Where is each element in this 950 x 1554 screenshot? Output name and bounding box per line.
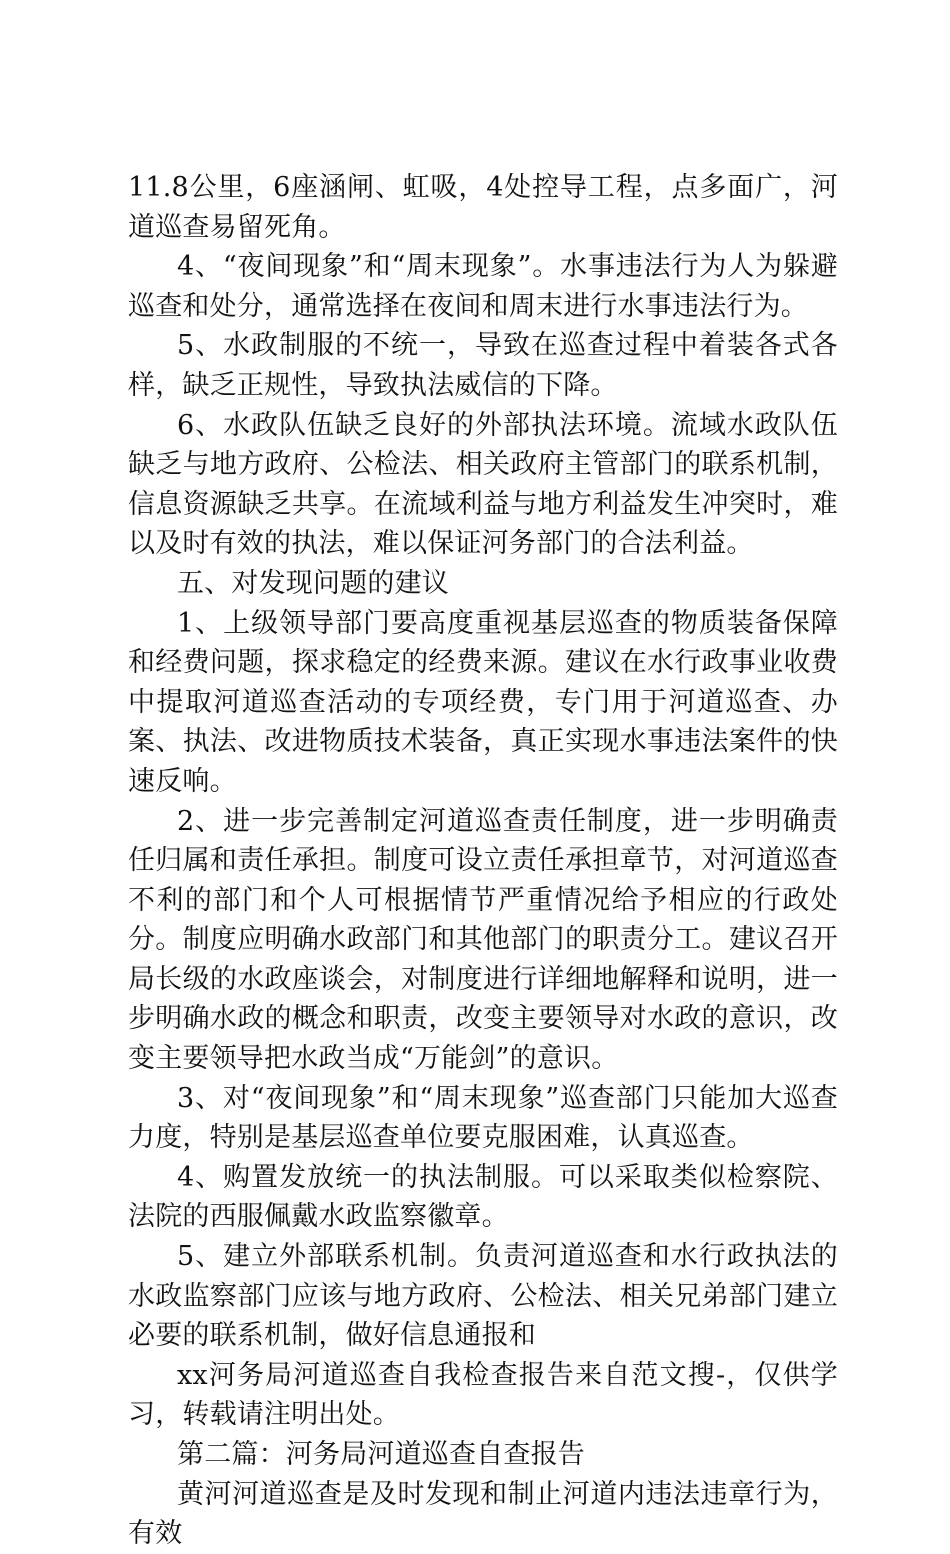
paragraph-second-article-intro: 黄河河道巡查是及时发现和制止河道内违法违章行为，有效 bbox=[128, 1478, 838, 1550]
paragraph-continuation: 11.8公里，6座涵闸、虹吸，4处控导工程，点多面广，河道巡查易留死角。 bbox=[128, 172, 838, 243]
paragraph-item-4-night-weekend: 4、“夜间现象”和“周末现象”。水事违法行为人为躲避巡查和处分，通常选择在夜间和周末进行水事违法行为。 bbox=[128, 251, 838, 322]
paragraph-item-6-environment: 6、水政队伍缺乏良好的外部执法环境。流域水政队伍缺乏与地方政府、公检法、相关政府主管部门的联系机制，信息资源缺乏共享。在流域利益与地方利益发生冲突时，难以及时有效的执法，难以保证河务部门的合法利益。 bbox=[128, 409, 838, 560]
paragraph-suggestion-4: 4、购置发放统一的执法制服。可以采取类似检察院、法院的西服佩戴水政监察徽章。 bbox=[128, 1161, 838, 1233]
section-heading-suggestions: 五、对发现问题的建议 bbox=[177, 567, 449, 599]
paragraph-suggestion-3: 3、对“夜间现象”和“周末现象”巡查部门只能加大巡查力度，特别是基层巡查单位要克服困难，认真巡查。 bbox=[128, 1082, 838, 1154]
source-note: xx河务局河道巡查自我检查报告来自范文搜-，仅供学习，转载请注明出处。 bbox=[128, 1359, 838, 1431]
paragraph-item-5-uniform: 5、水政制服的不统一，导致在巡查过程中着装各式各样，缺乏正规性，导致执法威信的下降。 bbox=[128, 330, 838, 401]
paragraph-suggestion-5: 5、建立外部联系机制。负责河道巡查和水行政执法的水政监察部门应该与地方政府、公检法、相关兄弟部门建立必要的联系机制，做好信息通报和 bbox=[128, 1241, 838, 1352]
section-heading-second-article: 第二篇：河务局河道巡查自查报告 bbox=[177, 1439, 585, 1470]
paragraph-suggestion-2: 2、进一步完善制定河道巡查责任制度，进一步明确责任归属和责任承担。制度可设立责任承担章节，对河道巡查不利的部门和个人可根据情节严重情况给予相应的行政处分。制度应明确水政部门和其他部门的职责分工。建议召开局长级的水政座谈会，对制度进行详细地解释和说明，进一步明确水政的概念和职责，改变主要领导对水政的意识，改变主要领导把水政当成“万能剑”的意识。 bbox=[128, 805, 838, 1075]
document-body bbox=[128, 168, 838, 1554]
paragraph-suggestion-1: 1、上级领导部门要高度重视基层巡查的物质装备保障和经费问题，探求稳定的经费来源。建议在水行政事业收费中提取河道巡查活动的专项经费，专门用于河道巡查、办案、执法、改进物质技术装备，真正实现水事违法案件的快速反响。 bbox=[128, 607, 838, 797]
